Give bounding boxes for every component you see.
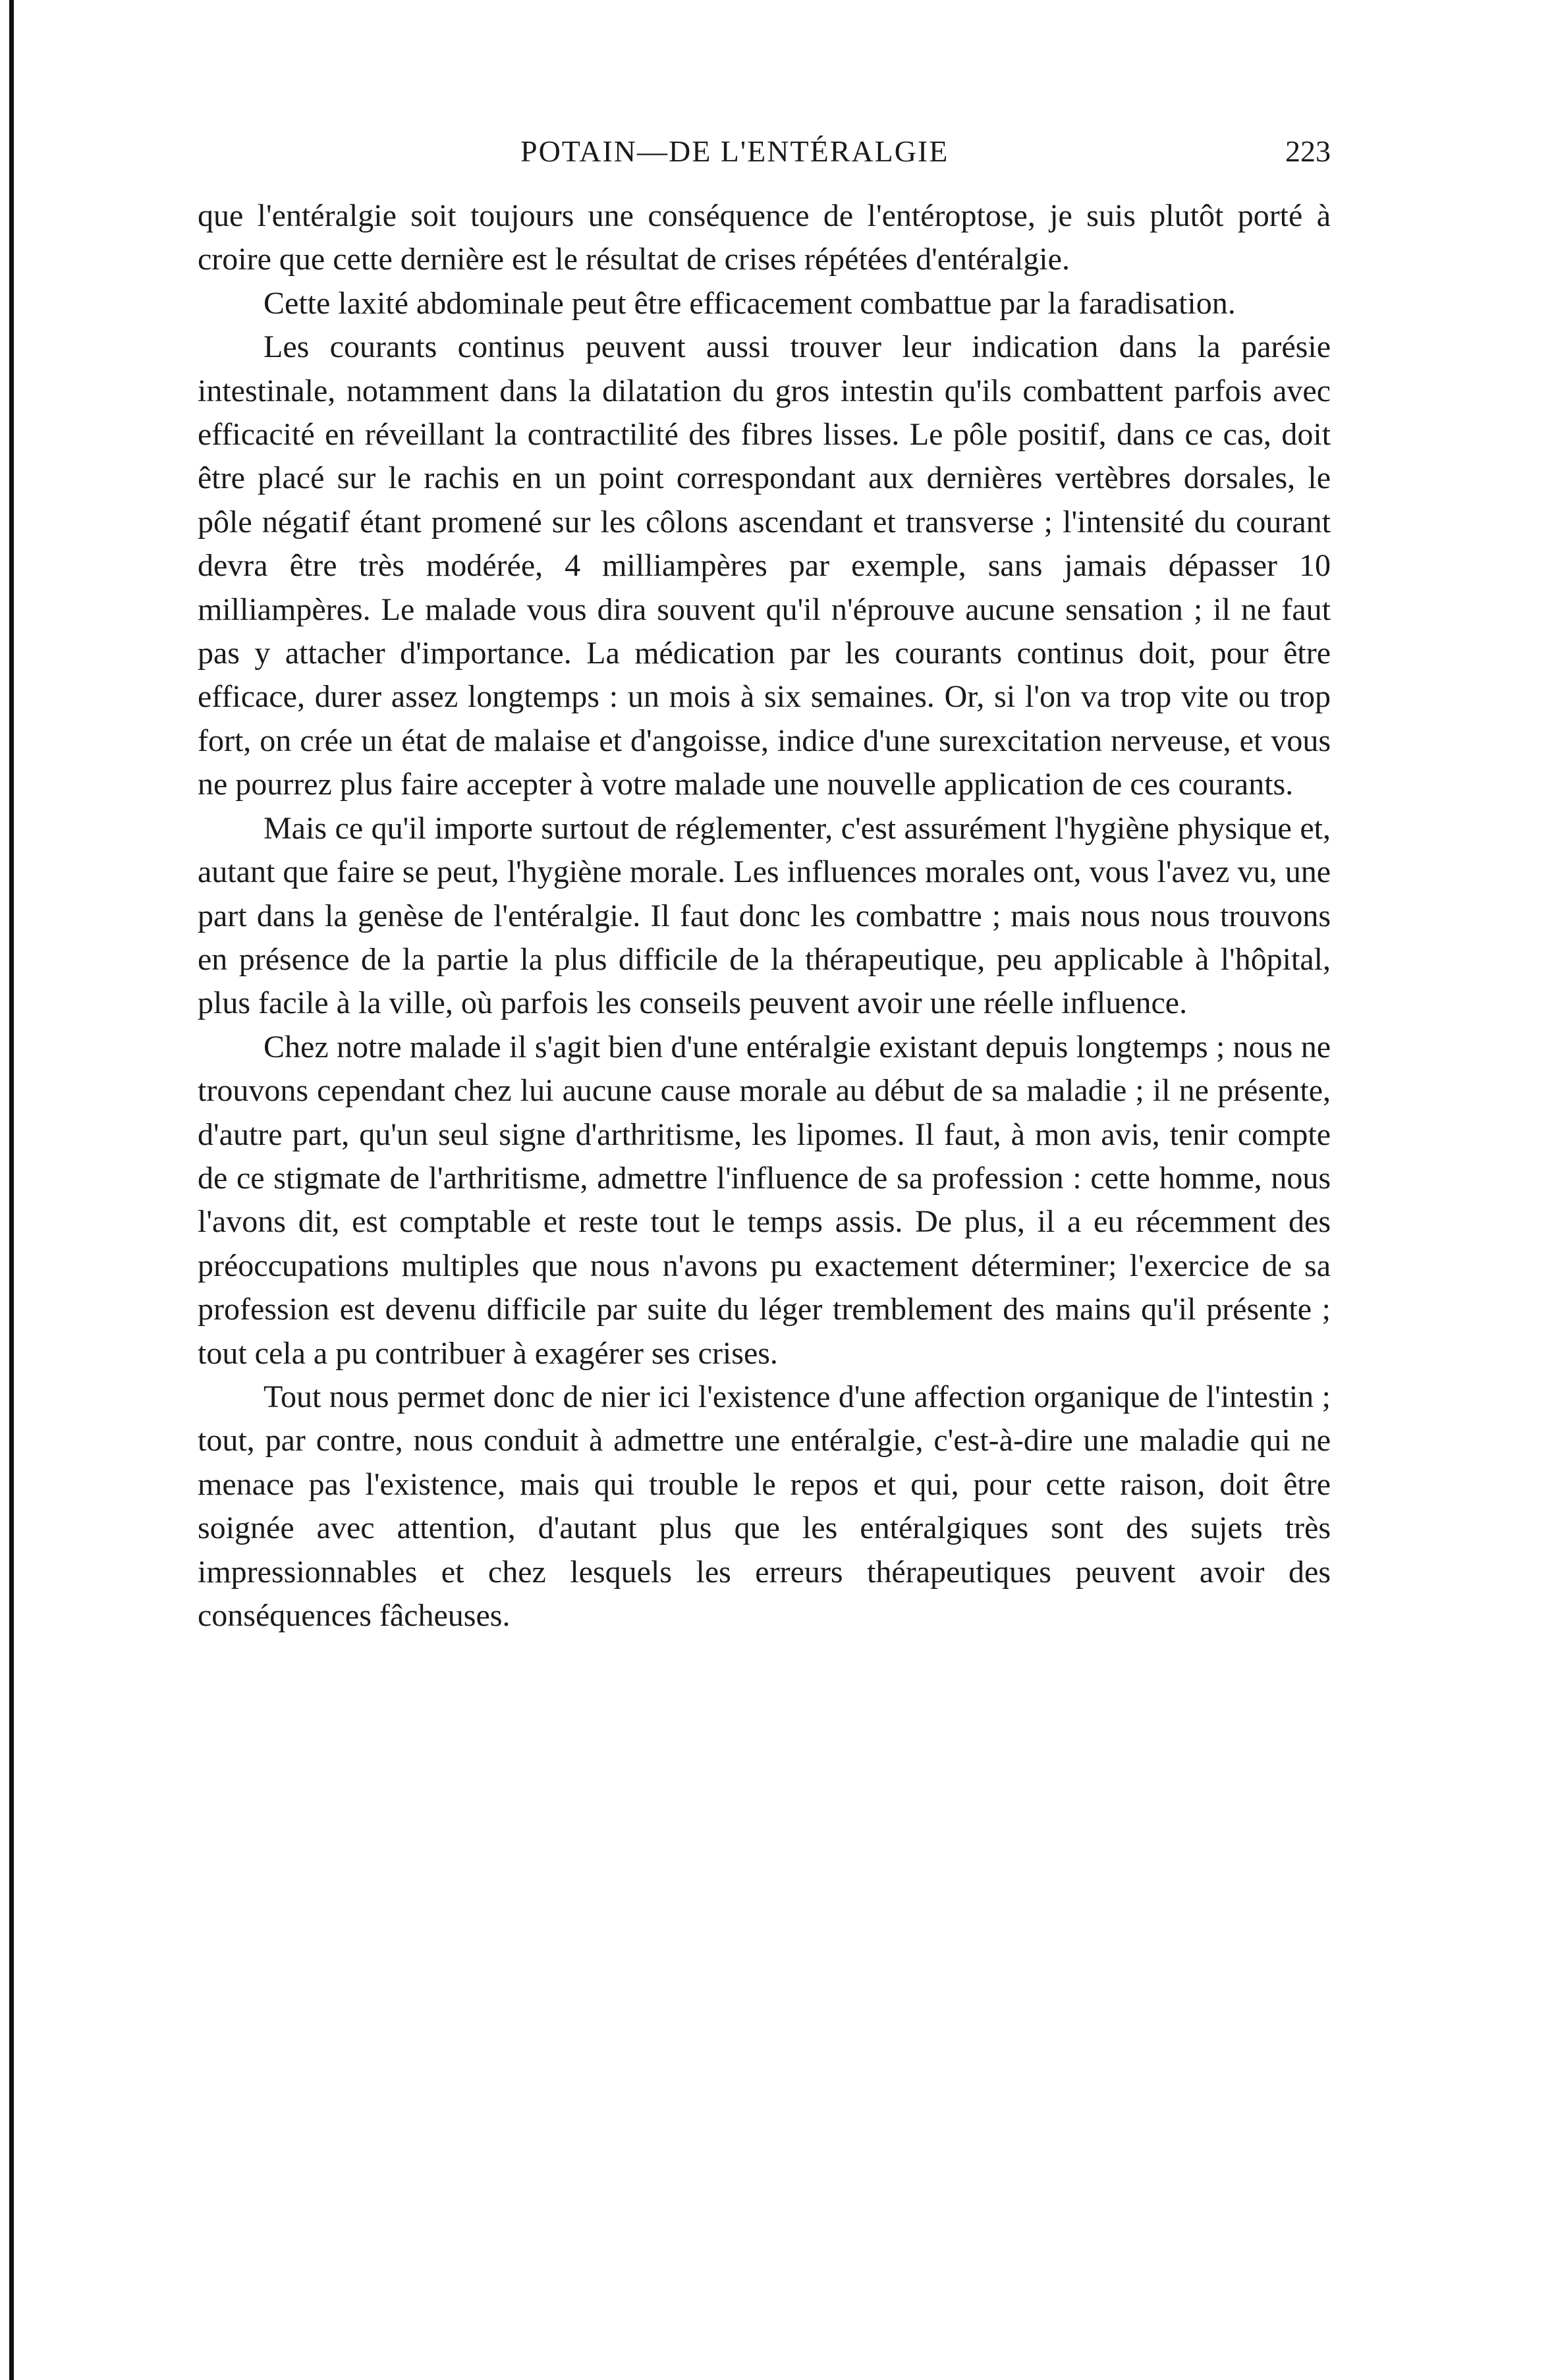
paragraph-courants-continus: Les courants continus peuvent aussi trouver leur indication dans la parésie intestinale, notamment dans la dilatation du gros intestin qu'ils combattent parfois avec efficacité en réveillant la contractilité des fibres lisses. Le pôle positif, dans ce cas, doit être placé sur le rachis en un point correspondant aux dernières vertèbres dorsales, le pôle négatif étant promené sur les côlons ascendant et transverse ; l'intensité du courant devra être très modérée, 4 milliampères par exemple, sans jamais dépasser 10 milliampères. Le malade vous dira souvent qu'il n'éprouve aucune sensation ; il ne faut pas y attacher d'importance. La médication par les courants continus doit, pour être efficace, durer assez longtemps : un mois à six semaines. Or, si l'on va trop vite ou trop fort, on crée un état de malaise et d'angoisse, indice d'une surexcitation nerveuse, et vous ne pourrez plus faire accepter à votre malade une nouvelle application de ces courants. [198,329,1331,802]
paragraph-hygiene: Mais ce qu'il importe surtout de réglementer, c'est assurément l'hygiène physique et, autant que faire se peut, l'hygiène morale. Les influences morales ont, vous l'avez vu, une part dans la genèse de l'entéralgie. Il faut donc les combattre ; mais nous nous trouvons en présence de la partie la plus difficile de la thérapeutique, peu applicable à l'hôpital, plus facile à la ville, où parfois les conseils peuvent avoir une réelle influence. [198,810,1331,1021]
page-header [198,132,1331,171]
paragraph-faradisation: Cette laxité abdominale peut être efficacement combattue par la faradisation. [264,285,1236,321]
running-title: POTAIN—DE L'ENTÉRALGIE [520,134,949,168]
paragraph-notre-malade: Chez notre malade il s'agit bien d'une entéralgie existant depuis longtemps ; nous ne trouvons cependant chez lui aucune cause morale au début de sa maladie ; il ne présente, d'autre part, qu'un seul signe d'arthritisme, les lipomes. Il faut, à mon avis, tenir compte de ce stigmate de l'arthritisme, admettre l'influence de sa profession : cette homme, nous l'avons dit, est comptable et reste tout le temps assis. De plus, il a eu récemment des préoccupations multiples que nous n'avons pu exactement déterminer; l'exercice de sa profession est devenu difficile par suite du léger tremblement des mains qu'il présente ; tout cela a pu contribuer à exagérer ses crises. [198,1029,1331,1371]
paragraph-conclusion: Tout nous permet donc de nier ici l'existence d'une affection organique de l'intestin ; tout, par contre, nous conduit à admettre une entéralgie, c'est-à-dire une maladie qui ne menace pas l'existence, mais qui trouble le repos et qui, pour cette raison, doit être soignée avec attention, d'autant plus que les entéralgiques sont des sujets très impressionnables et chez lesquels les erreurs thérapeutiques peuvent avoir des conséquences fâcheuses. [198,1379,1331,1633]
paragraph-continuation: que l'entéralgie soit toujours une conséquence de l'entéroptose, je suis plutôt porté à croire que cette dernière est le résultat de crises répétées d'entéralgie. [198,198,1331,277]
page-number: 223 [1285,134,1331,168]
binding-edge [9,0,14,2380]
body-text [198,194,1331,1638]
